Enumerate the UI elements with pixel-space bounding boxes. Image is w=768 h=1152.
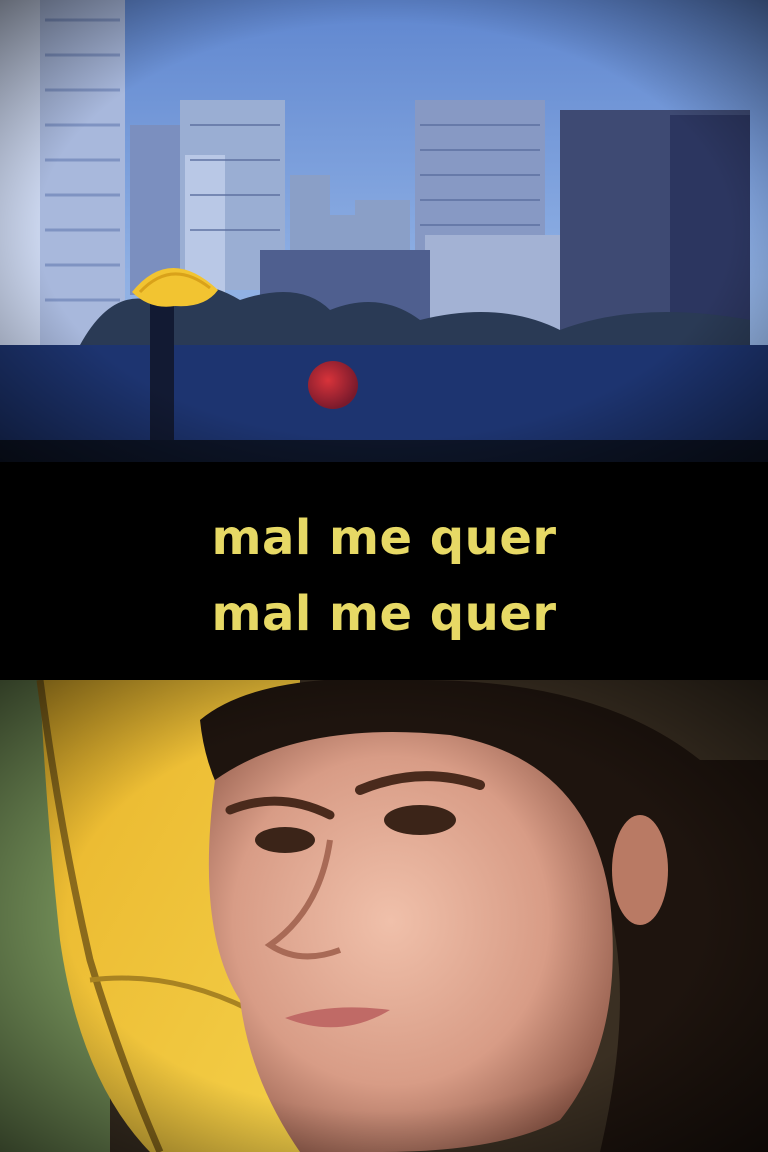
title-card [0,462,768,680]
film-vignette [0,680,768,1152]
caption-line-2: mal me quer [211,586,557,642]
caption-line-1: mal me quer [211,510,557,566]
portrait-scene [0,680,768,1152]
portrait-illustration [0,680,768,1152]
city-skyline-illustration [0,0,768,462]
film-vignette [0,0,768,462]
city-skyline-scene [0,0,768,462]
